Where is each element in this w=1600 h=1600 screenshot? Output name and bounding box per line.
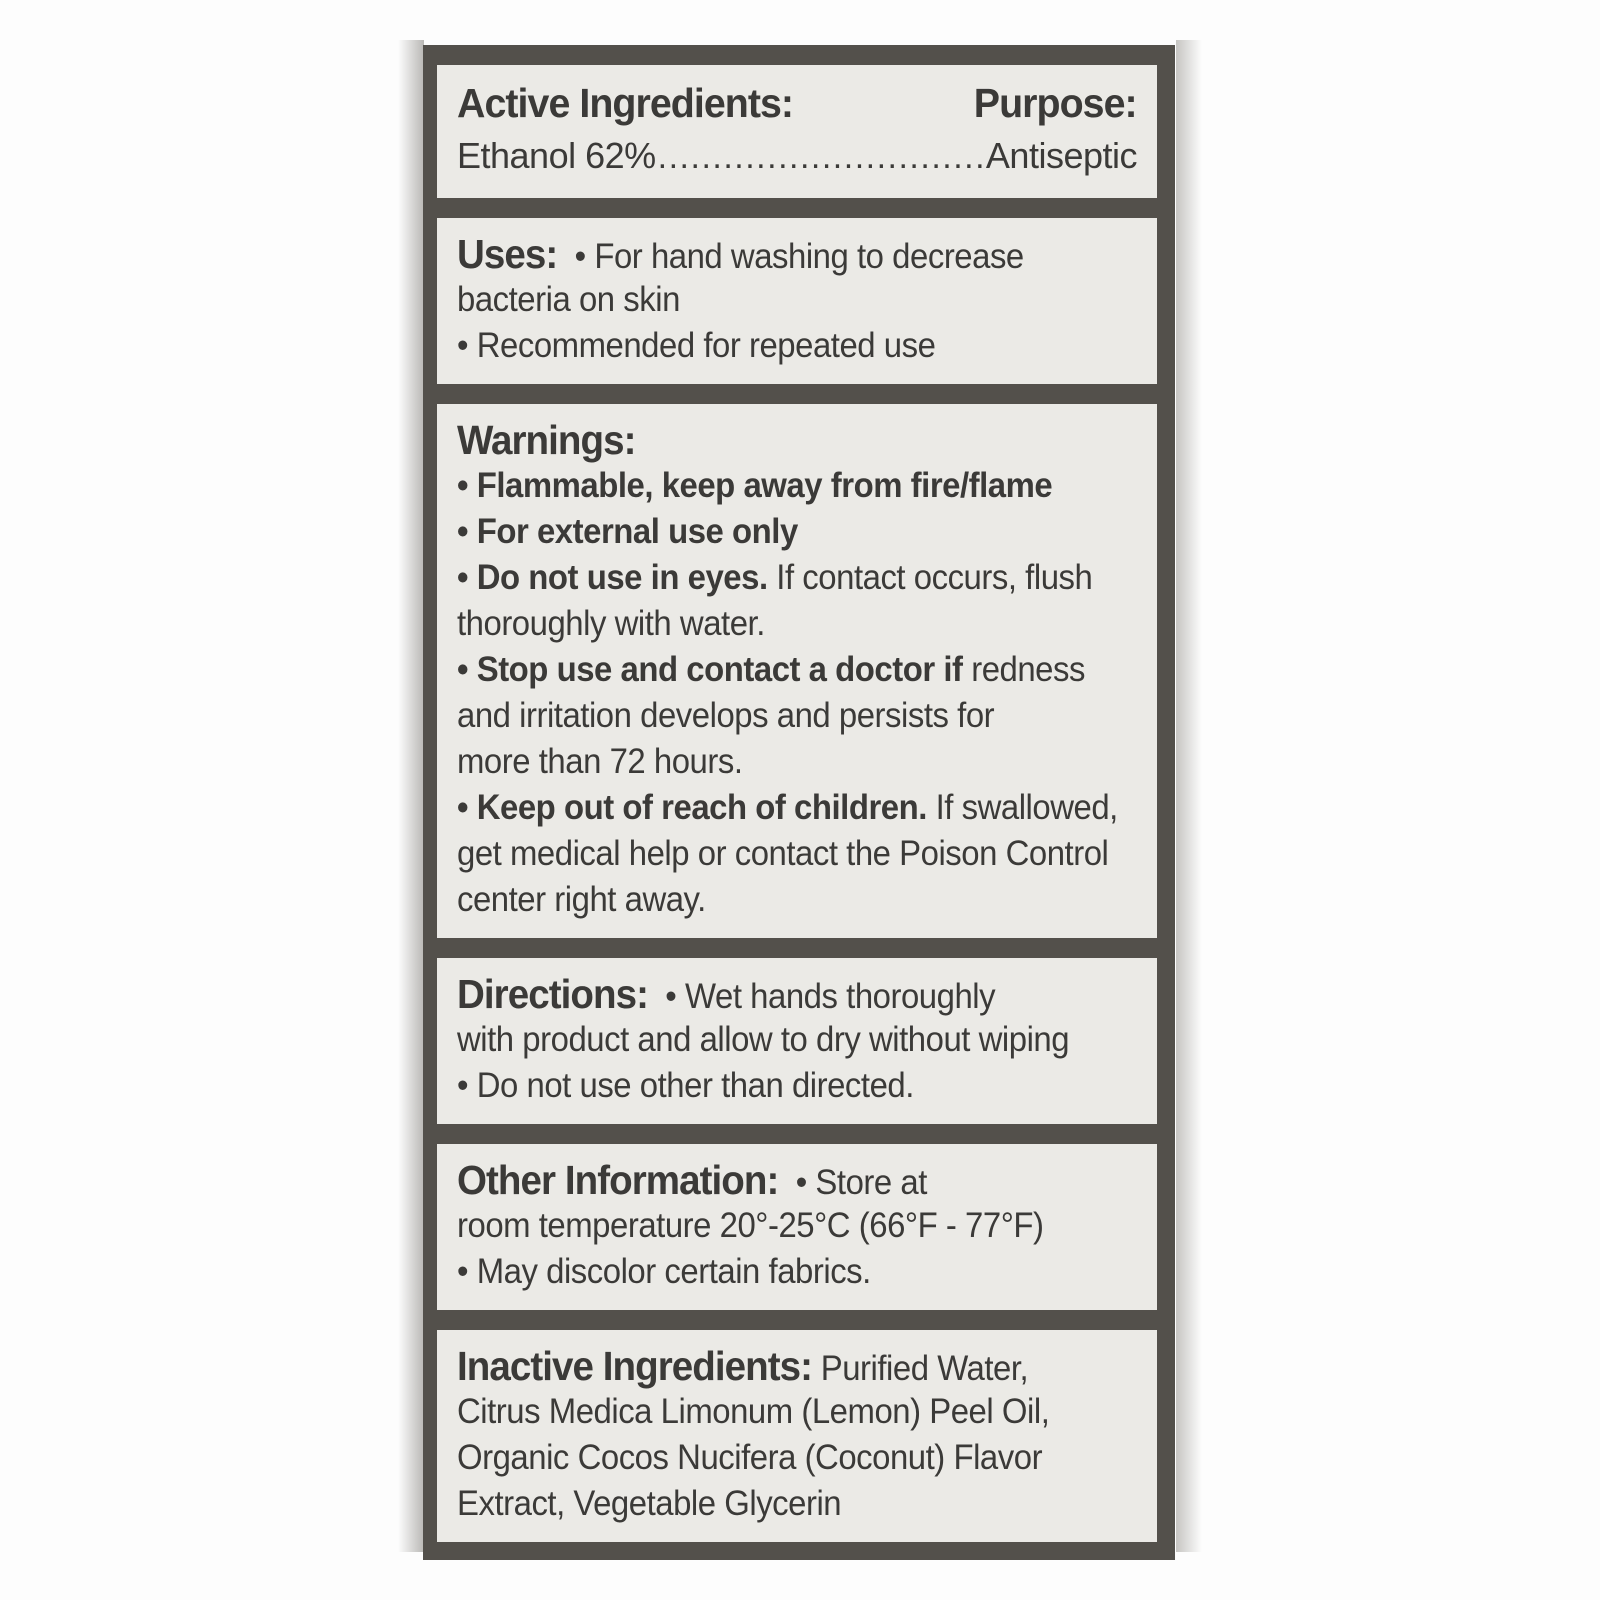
text-segment: • Wet hands thoroughly xyxy=(647,977,996,1016)
text-segment: Purified Water, xyxy=(812,1349,1029,1388)
text-segment: If contact occurs, flush xyxy=(767,558,1093,597)
inactive-ingredients-heading: Inactive Ingredients: xyxy=(457,1343,813,1389)
text-segment: with product and allow to dry without wiping xyxy=(457,1020,1070,1059)
text-segment: Citrus Medica Limonum (Lemon) Peel Oil, xyxy=(457,1392,1050,1431)
text-segment: • Keep out of reach of children. xyxy=(457,788,927,827)
warnings-line xyxy=(457,417,1137,463)
text-segment: • Recommended for repeated use xyxy=(457,326,936,365)
inactive-ingredients-line xyxy=(457,1435,1137,1481)
other-information-line xyxy=(457,1203,1137,1249)
active-purpose-header-row xyxy=(457,78,1137,128)
warnings-heading: Warnings: xyxy=(457,417,636,463)
other-information-heading: Other Information: xyxy=(457,1157,779,1203)
section-warnings xyxy=(437,404,1157,938)
warnings-line xyxy=(457,785,1137,831)
section-uses xyxy=(437,218,1157,384)
text-segment: center right away. xyxy=(457,880,706,919)
text-segment: get medical help or contact the Poison Control xyxy=(457,834,1109,873)
text-segment: • May discolor certain fabrics. xyxy=(457,1252,871,1291)
text-segment: Extract, Vegetable Glycerin xyxy=(457,1484,842,1523)
section-other-information xyxy=(437,1144,1157,1310)
uses-line xyxy=(457,323,1137,369)
section-directions xyxy=(437,958,1157,1124)
ingredient-purpose: Antiseptic xyxy=(985,135,1137,176)
warnings-line xyxy=(457,647,1137,693)
text-segment: If swallowed, xyxy=(926,788,1118,827)
text-segment: • Store at xyxy=(778,1163,927,1202)
section-active-ingredients xyxy=(437,65,1157,198)
text-segment: more than 72 hours. xyxy=(457,742,743,781)
active-ingredients-heading: Active Ingredients: xyxy=(457,80,794,126)
text-segment: • For hand washing to decrease xyxy=(557,237,1024,276)
text-segment: and irritation develops and persists for xyxy=(457,696,995,735)
uses-line xyxy=(457,231,1137,277)
warnings-line xyxy=(457,831,1137,877)
text-segment: • Stop use and contact a doctor if xyxy=(457,650,963,689)
uses-heading: Uses: xyxy=(457,231,558,277)
text-segment: • Do not use in eyes. xyxy=(457,558,768,597)
drug-facts-label xyxy=(423,45,1175,1560)
text-segment: room temperature 20°-25°C (66°F - 77°F) xyxy=(457,1206,1044,1245)
bottle-shading-right xyxy=(1176,40,1202,1552)
purpose-heading: Purpose: xyxy=(974,80,1137,126)
dotted-leader xyxy=(656,131,986,183)
text-segment: • Flammable, keep away from fire/flame xyxy=(457,466,1053,505)
text-segment: bacteria on skin xyxy=(457,280,680,319)
directions-heading: Directions: xyxy=(457,971,648,1017)
other-information-line xyxy=(457,1157,1137,1203)
ingredient-name-and-strength: Ethanol 62% xyxy=(457,135,656,176)
text-segment: • Do not use other than directed. xyxy=(457,1066,914,1105)
directions-line xyxy=(457,971,1137,1017)
text-segment: Organic Cocos Nucifera (Coconut) Flavor xyxy=(457,1438,1043,1477)
inactive-ingredients-line xyxy=(457,1343,1137,1389)
text-segment: thoroughly with water. xyxy=(457,604,765,643)
ingredient-leader-row xyxy=(457,130,1137,183)
text-segment: • For external use only xyxy=(457,512,798,551)
section-inactive-ingredients xyxy=(437,1330,1157,1542)
warnings-line xyxy=(457,555,1137,601)
inactive-ingredients-line xyxy=(457,1389,1137,1435)
text-segment: redness xyxy=(962,650,1085,689)
directions-line xyxy=(457,1017,1137,1063)
warnings-line xyxy=(457,463,1137,509)
bottle-shading-left xyxy=(398,40,424,1552)
